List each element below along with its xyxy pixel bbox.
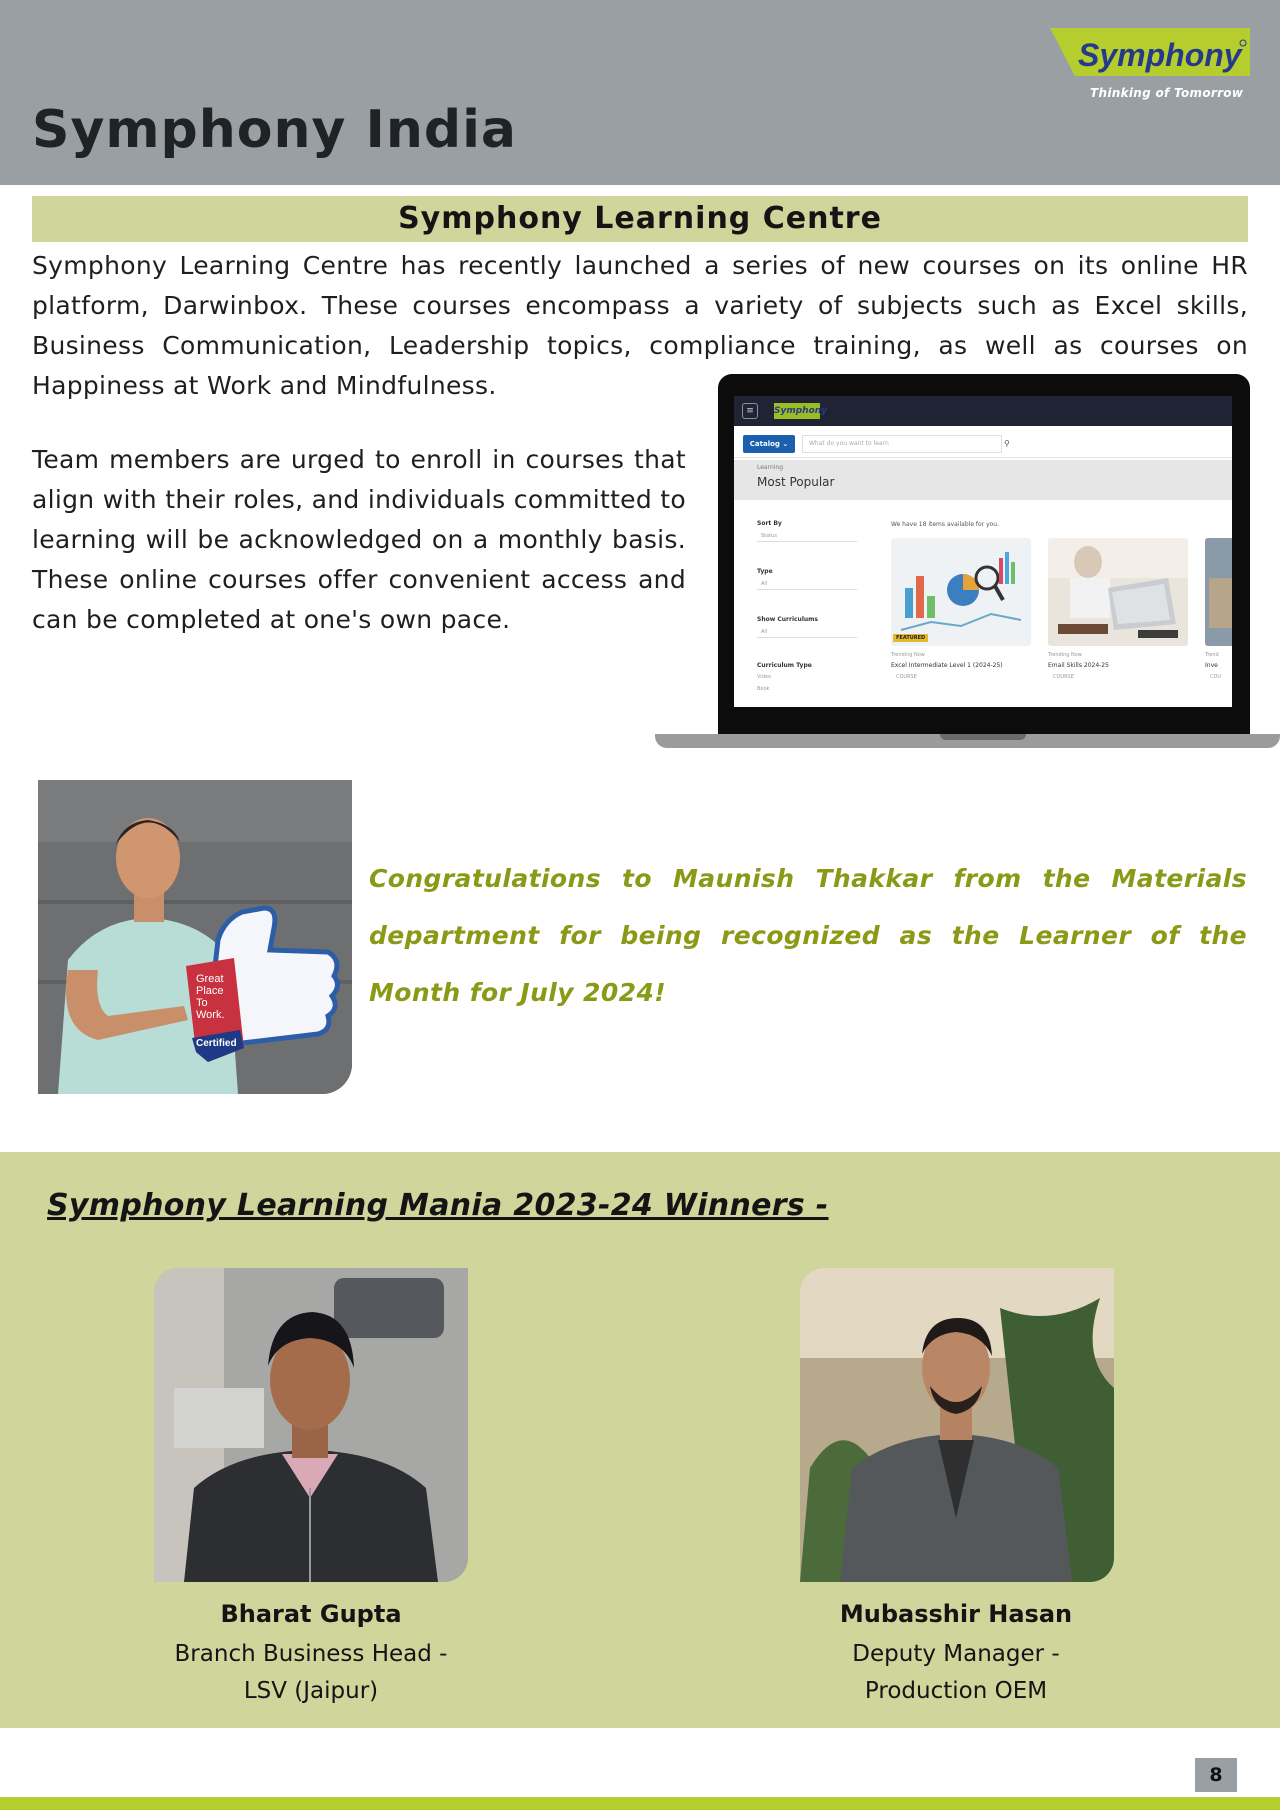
card2-trend: Trending Now xyxy=(1048,652,1082,658)
badge-text-3: To xyxy=(196,997,208,1009)
type-label: Type xyxy=(757,568,773,575)
option-video: Video xyxy=(757,674,772,680)
winner-role-bharat-2: LSV (Jaipur) xyxy=(243,1678,379,1704)
page-title: Symphony India xyxy=(32,100,518,160)
winner-photo-mubasshir xyxy=(800,1268,1114,1582)
featured-badge: FEATURED xyxy=(893,634,928,642)
lms-screenshot xyxy=(734,396,1232,707)
winner-role-bharat-1: Branch Business Head - xyxy=(174,1641,448,1667)
card3-meta: COU xyxy=(1210,674,1222,680)
app-logo: Symphony xyxy=(774,403,820,419)
card1-title: Excel Intermediate Level 1 (2024-25) xyxy=(891,662,1003,669)
winner-photo-bharat xyxy=(154,1268,468,1582)
card2-meta: COURSE xyxy=(1053,674,1074,680)
laptop-mockup xyxy=(655,374,1280,754)
course-card-partial xyxy=(1205,538,1232,646)
learning-label: Learning xyxy=(757,464,784,471)
card1-trend: Trending Now xyxy=(891,652,925,658)
badge-text-2: Place xyxy=(196,985,224,997)
logo-tagline: Thinking of Tomorrow xyxy=(1090,86,1244,100)
learner-photo xyxy=(38,780,352,1094)
winner-role-mubasshir-2: Production OEM xyxy=(864,1678,1048,1704)
laptop-notch xyxy=(940,734,1026,740)
badge-text-4: Work. xyxy=(196,1009,225,1021)
curriculum-type-label: Curriculum Type xyxy=(757,662,812,669)
sort-by-select: Status xyxy=(757,530,857,542)
course-card-email xyxy=(1048,538,1188,646)
option-book: Book xyxy=(757,686,770,692)
type-select: All xyxy=(757,578,857,590)
search-input: What do you want to learn xyxy=(802,435,1002,453)
winner-name-mubasshir: Mubasshir Hasan xyxy=(839,1600,1073,1628)
logo-text: Symphony xyxy=(1078,37,1242,73)
badge-text-5: Certified xyxy=(196,1038,237,1049)
bottom-accent-bar xyxy=(0,1797,1280,1810)
card3-trend: Trend xyxy=(1205,652,1219,658)
catalog-button: Catalog ⌄ xyxy=(743,435,795,453)
chart-illustration xyxy=(891,538,1031,646)
card1-meta: COURSE xyxy=(896,674,917,680)
badge-text-1: Great xyxy=(196,973,224,985)
most-popular-title: Most Popular xyxy=(757,475,835,489)
winners-title: Symphony Learning Mania 2023-24 Winners - xyxy=(47,1188,829,1223)
learning-header xyxy=(734,460,1232,500)
menu-icon: ≡ xyxy=(742,403,758,419)
winner-role-mubasshir-1: Deputy Manager - xyxy=(852,1641,1060,1667)
app-search-row xyxy=(734,430,1232,458)
page-header xyxy=(0,0,1280,185)
card3-title: Inve xyxy=(1205,662,1218,669)
laptop-photo xyxy=(1048,538,1188,646)
section-title: Symphony Learning Centre xyxy=(32,196,1248,242)
card2-title: Email Skills 2024-25 xyxy=(1048,662,1109,669)
show-curriculums-label: Show Curriculums xyxy=(757,616,818,623)
result-count: We have 18 items available for you. xyxy=(891,521,1000,528)
app-top-bar xyxy=(734,396,1232,426)
partial-photo xyxy=(1205,538,1232,646)
course-card-excel xyxy=(891,538,1031,646)
winner-name-bharat: Bharat Gupta xyxy=(220,1600,402,1628)
show-curriculums-select: All xyxy=(757,626,857,638)
search-icon: ⚲ xyxy=(1004,439,1010,448)
intro-paragraph: Symphony Learning Centre has recently launched a series of new courses on its online HR platform, Darwinbox. These courses encompass a variety of subjects such as Excel skills, Business Communication, Leadership topics, compliance training, as well as courses on Happiness at Work and Mindfulness. xyxy=(32,251,1248,400)
enroll-paragraph: Team members are urged to enroll in courses that align with their roles, and individuals committed to learning will be acknowledged on a monthly basis. These online courses offer convenient access and can be completed at one's own pace. xyxy=(32,445,686,634)
sort-by-label: Sort By xyxy=(757,520,782,527)
laptop-screen xyxy=(718,374,1250,736)
page-number: 8 xyxy=(1195,1758,1237,1792)
learner-congratulations: Congratulations to Maunish Thakkar from the Materials department for being recognized as the Learner of the Month for July 2024! xyxy=(369,864,1247,1007)
